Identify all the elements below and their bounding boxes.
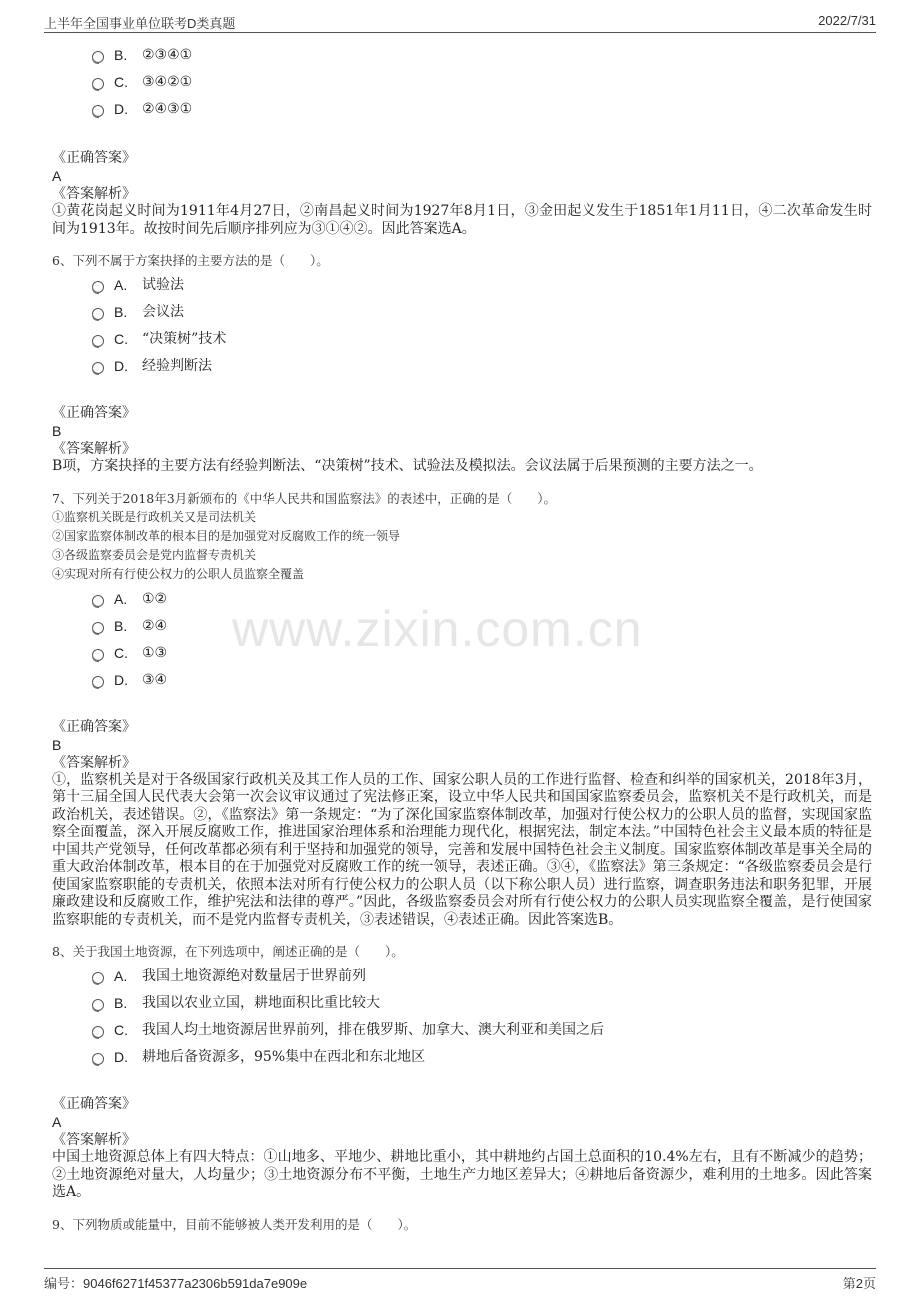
radio-icon[interactable] <box>92 105 104 117</box>
radio-icon[interactable] <box>92 972 104 984</box>
correct-answer: A <box>52 168 62 184</box>
option-b[interactable]: B. ②③④① <box>92 42 872 69</box>
question-9-stem: 9、下列物质或能量中，目前不能够被人类开发利用的是（ ）。 <box>52 1216 417 1232</box>
radio-icon[interactable] <box>92 649 104 661</box>
option-b[interactable]: B. 我国以农业立国，耕地面积比重比较大 <box>92 990 872 1017</box>
question-5-options <box>52 42 872 123</box>
radio-icon[interactable] <box>92 78 104 90</box>
radio-icon[interactable] <box>92 1053 104 1065</box>
radio-icon[interactable] <box>92 335 104 347</box>
statement-2: ②国家监察体制改革的根本目的是加强党对反腐败工作的统一领导 <box>52 528 401 543</box>
correct-answer: B <box>52 736 62 753</box>
correct-answer-label: 《正确答案》 <box>52 718 136 735</box>
question-8-stem: 8、关于我国土地资源，在下列选项中，阐述正确的是（ ）。 <box>52 944 404 959</box>
correct-answer-label: 《正确答案》 <box>52 1096 136 1112</box>
question-6-options <box>52 272 872 380</box>
page-content <box>52 36 872 1234</box>
option-c[interactable]: C. ①③ <box>92 640 872 667</box>
correct-answer-label: 《正确答案》 <box>52 405 136 421</box>
correct-answer-label: 《正确答案》 <box>52 150 136 166</box>
option-a[interactable]: A. 我国土地资源绝对数量居于世界前列 <box>92 963 872 990</box>
analysis-label: 《答案解析》 <box>52 186 136 202</box>
radio-icon[interactable] <box>92 281 104 293</box>
analysis-text: B项，方案抉择的主要方法有经验判断法、“决策树”技术、试验法及模拟法。会议法属于后果预测的主要方法之一。 <box>52 458 763 474</box>
option-c[interactable]: C. “决策树”技术 <box>92 326 872 353</box>
document-title: 上半年全国事业单位联考D类真题 <box>44 16 236 31</box>
correct-answer: B <box>52 423 62 439</box>
option-c[interactable]: C. 我国人均土地资源居世界前列，排在俄罗斯、加拿大、澳大利亚和美国之后 <box>92 1017 872 1044</box>
document-date: 2022/7/31 <box>818 13 876 28</box>
question-7-options <box>52 586 872 694</box>
correct-answer: A <box>52 1114 62 1130</box>
statement-3: ③各级监察委员会是党内监督专责机关 <box>52 547 257 562</box>
option-d[interactable]: D. ②④③① <box>92 96 872 123</box>
option-b[interactable]: B. ②④ <box>92 613 872 640</box>
page-header <box>44 10 876 33</box>
question-7-stem: 7、下列关于2018年3月新颁布的《中华人民共和国监察法》的表述中，正确的是（ ）。 <box>52 490 556 506</box>
option-d[interactable]: D. 经验判断法 <box>92 353 872 380</box>
statement-4: ④实现对所有行使公权力的公职人员监察全覆盖 <box>52 566 305 581</box>
analysis-text: 中国土地资源总体上有四大特点：①山地多、平地少、耕地比重小，其中耕地约占国土总面积的10.4%左右，且有不断减少的趋势；②土地资源绝对量大，人均量少；③土地资源分布不平衡，土地生产力地区差异大；④耕地后备资源少，难利用的土地多。因此答案选A。 <box>52 1149 872 1200</box>
radio-icon[interactable] <box>92 622 104 634</box>
option-c[interactable]: C. ③④②① <box>92 69 872 96</box>
option-b[interactable]: B. 会议法 <box>92 299 872 326</box>
analysis-label: 《答案解析》 <box>52 754 136 771</box>
radio-icon[interactable] <box>92 676 104 688</box>
page-number: 第2页 <box>842 1276 876 1291</box>
radio-icon[interactable] <box>92 51 104 63</box>
document-id: 编号：9046f6271f45377a2306b591da7e909e <box>44 1276 308 1291</box>
watermark: www.zixin.com.cn <box>232 601 643 657</box>
analysis-text: ①黄花岗起义时间为1911年4月27日，②南昌起义时间为1927年8月1日，③金田起义发生于1851年1月11日，④二次革命发生时间为1913年。故按时间先后顺序排列应为③①④②。因此答案选A。 <box>52 203 872 237</box>
radio-icon[interactable] <box>92 1026 104 1038</box>
question-8-options <box>52 963 872 1071</box>
statement-1: ①监察机关既是行政机关又是司法机关 <box>52 509 257 524</box>
radio-icon[interactable] <box>92 595 104 607</box>
option-a[interactable]: A. ①② <box>92 586 872 613</box>
radio-icon[interactable] <box>92 308 104 320</box>
question-6-stem: 6、下列不属于方案抉择的主要方法的是（ ）。 <box>52 253 329 268</box>
analysis-label: 《答案解析》 <box>52 1132 136 1148</box>
option-a[interactable]: A. 试验法 <box>92 272 872 299</box>
radio-icon[interactable] <box>92 999 104 1011</box>
option-d[interactable]: D. 耕地后备资源多，95%集中在西北和东北地区 <box>92 1044 872 1071</box>
analysis-label: 《答案解析》 <box>52 441 136 457</box>
radio-icon[interactable] <box>92 362 104 374</box>
analysis-text: ①，监察机关是对于各级国家行政机关及其工作人员的工作、国家公职人员的工作进行监督、检查和纠举的国家机关，2018年3月，第十三届全国人民代表大会第一次会议审议通过了宪法修正案，设立中华人民共和国国家监察委员会，监察机关不是行政机关，而是政治机关，表述错误。②，《监察法》第一条规定：“为了深化国家监察体制改革，加强对行使公权力的公职人员的监督，实现国家监察全面覆盖，深入开展反腐败工作，推进国家治理体系和治理能力现代化，根据宪法，制定本法。”中国特色社会主义最本质的特征是中国共产党领导，任何改革都必须有利于坚持和加强党的领导，完善和发展中国特色社会主义制度。国家监察体制改革是事关全局的重大政治体制改革，根本目的在于加强党对反腐败工作的统一领导，表述正确。③④，《监察法》第三条规定：“各级监察委员会是行使国家监察职能的专责机关，依照本法对所有行使公权力的公职人员（以下称公职人员）进行监察，调查职务违法和职务犯罪，开展廉政建设和反腐败工作，维护宪法和法律的尊严。”因此，各级监察委员会对所有行使公权力的公职人员实现监察全覆盖，是行使国家监察职能的专责机关，而不是党内监督专责机关，③表述错误，④表述正确。因此答案选B。 <box>52 771 872 928</box>
option-d[interactable]: D. ③④ <box>92 667 872 694</box>
page-footer <box>44 1268 876 1293</box>
